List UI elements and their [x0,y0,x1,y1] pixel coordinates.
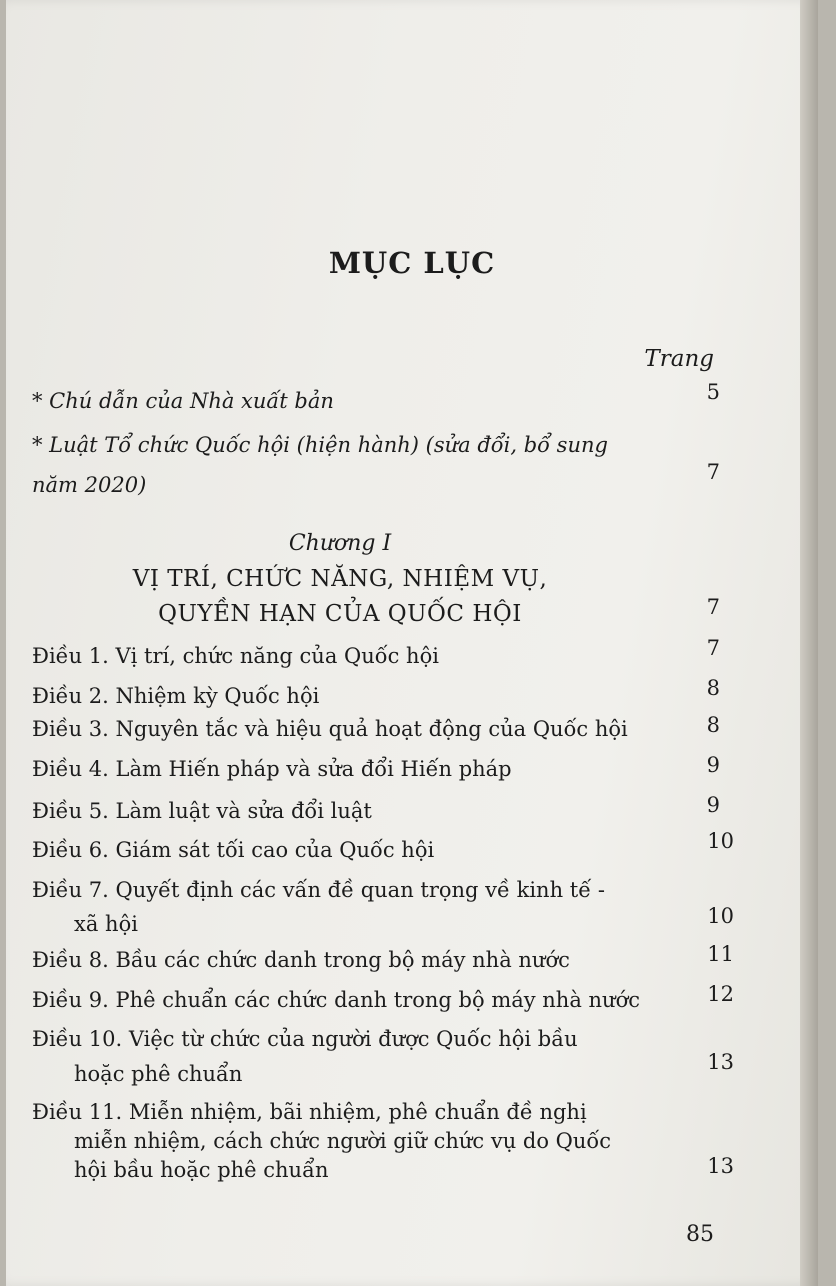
toc-entry-article-8: Điều 8. Bầu các chức danh trong bộ máy nhà nước [32,948,570,972]
chapter-title-line2: QUYỀN HẠN CỦA QUỐC HỘI [158,601,522,627]
book-page [6,0,818,1286]
toc-entry-page: 7 [706,636,720,660]
page-number: 85 [686,1222,714,1247]
toc-entry-article-7: Điều 7. Quyết định các vấn đề quan trọng về kinh tế - [32,878,605,902]
toc-entry-page: 12 [707,982,734,1006]
toc-entry-page: 10 [707,829,734,853]
toc-entry-article-11-cont2: hội bầu hoặc phê chuẩn [74,1158,329,1182]
toc-entry-page: 8 [706,676,720,700]
toc-entry-page: 13 [707,1050,734,1074]
toc-entry-page: 11 [707,942,734,966]
toc-entry-article-11-cont1: miễn nhiệm, cách chức người giữ chức vụ do Quốc [74,1129,612,1153]
front-entry-law: * Luật Tổ chức Quốc hội (hiện hành) (sửa đổi, bổ sung [32,433,608,457]
toc-entry-article-10-cont: hoặc phê chuẩn [74,1062,243,1086]
toc-entry-article-2: Điều 2. Nhiệm kỳ Quốc hội [32,684,320,708]
toc-entry-article-3: Điều 3. Nguyên tắc và hiệu quả hoạt động của Quốc hội [32,717,628,741]
toc-entry-article-4: Điều 4. Làm Hiến pháp và sửa đổi Hiến pháp [32,757,512,781]
toc-entry-page: 9 [706,753,720,777]
page-column-label: Trang [644,346,714,372]
toc-entry-article-1: Điều 1. Vị trí, chức năng của Quốc hội [32,644,439,668]
toc-heading: MỤC LỤC [328,246,496,280]
front-entry-law-cont: năm 2020) [32,473,147,497]
chapter-title-line1: VỊ TRÍ, CHỨC NĂNG, NHIỆM VỤ, [132,566,548,592]
front-entry-page: 7 [706,460,720,484]
toc-entry-page: 13 [707,1154,734,1178]
front-entry-page: 5 [706,380,720,404]
chapter-label: Chương I [288,531,392,556]
page-edge [800,0,818,1286]
toc-entry-page: 8 [706,713,720,737]
toc-entry-page: 10 [707,904,734,928]
toc-entry-article-9: Điều 9. Phê chuẩn các chức danh trong bộ máy nhà nước [32,988,640,1012]
chapter-page: 7 [706,595,720,619]
toc-entry-article-7-cont: xã hội [74,912,138,936]
toc-entry-page: 9 [706,793,720,817]
front-entry-publisher-note: * Chú dẫn của Nhà xuất bản [32,389,334,413]
toc-entry-article-11: Điều 11. Miễn nhiệm, bãi nhiệm, phê chuẩn đề nghị [32,1100,587,1124]
toc-entry-article-5: Điều 5. Làm luật và sửa đổi luật [32,799,372,823]
toc-entry-article-6: Điều 6. Giám sát tối cao của Quốc hội [32,838,435,862]
toc-entry-article-10: Điều 10. Việc từ chức của người được Quốc hội bầu [32,1027,578,1051]
